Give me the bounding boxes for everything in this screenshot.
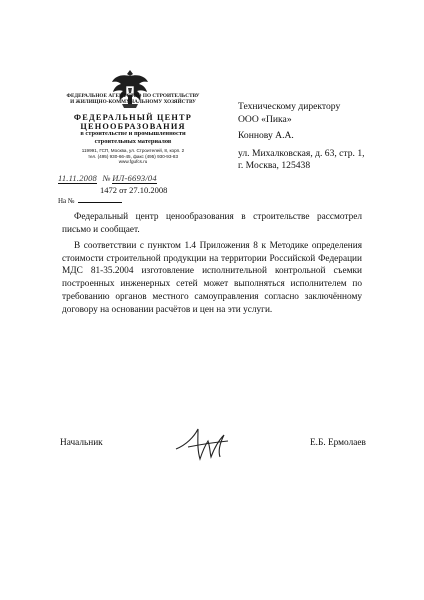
- center-line-2: ЦЕНООБРАЗОВАНИЯ: [80, 122, 186, 131]
- incoming-number-label: На №: [58, 197, 75, 205]
- recipient-line-5: г. Москва, 125438: [238, 160, 311, 171]
- recipient-line-4: ул. Михалковская, д. 63, стр. 1,: [238, 148, 365, 159]
- address-line-3: www.fgufcs.ru: [118, 159, 148, 165]
- recipient-line-2: ООО «Пика»: [238, 114, 292, 125]
- center-name: [60, 113, 206, 131]
- incoming-number-blank: [78, 202, 122, 203]
- signature-icon: [168, 423, 238, 463]
- letterhead-address: [60, 148, 206, 165]
- recipient-line-1: Техническому директору: [238, 101, 341, 112]
- body-paragraph-1: Федеральный центр ценообразования в строительстве рассмотрел письмо и сообщает.: [62, 212, 362, 235]
- body-paragraph-2: В соответствии с пунктом 1.4 Приложения 8 к Методике определения стоимости строительной продукции на территории Российской Федерации МДС 81-35.2004 изготовление исполнительной контрольной съемки построенных инженерных сетей может выполняться исполнителем по требованию органов местного самоуправления согласно заключённому договору на основании расчётов и цен на эти услуги.: [62, 241, 362, 315]
- signatory-title: Начальник: [60, 438, 103, 448]
- registration-date: 11.11.2008: [58, 173, 97, 183]
- coat-of-arms-icon: [107, 66, 153, 112]
- agency-line-1: ФЕДЕРАЛЬНОЕ АГЕНТСТВО ПО СТРОИТЕЛЬСТВУ: [66, 93, 200, 99]
- center-subtitle: [60, 130, 206, 145]
- agency-line-2: И ЖИЛИЩНО-КОММУНАЛЬНОМУ ХОЗЯЙСТВУ: [70, 99, 196, 105]
- recipient-line-3: Коннову А.А.: [238, 130, 294, 141]
- registration-number: ИЛ-6693/04: [112, 173, 157, 183]
- center-line-4: строительных материалов: [94, 137, 172, 145]
- agency-name: [60, 93, 206, 105]
- signatory-name: Е.Б. Ермолаев: [310, 438, 366, 448]
- registration-line: [58, 173, 157, 184]
- reference-line: 1472 от 27.10.2008: [100, 185, 168, 195]
- incoming-number: [58, 197, 122, 205]
- address-line-2: тел. (495) 930-66-45, факс (495) 930-93-83: [87, 153, 179, 159]
- center-line-3: в строительстве и промышленности: [80, 130, 186, 137]
- address-line-1: 119991, ГСП, Москва, ул. Строителей, 8, корп. 2: [81, 148, 185, 153]
- registration-number-prefix: №: [102, 173, 111, 183]
- center-line-1: ФЕДЕРАЛЬНЫЙ ЦЕНТР: [73, 113, 193, 122]
